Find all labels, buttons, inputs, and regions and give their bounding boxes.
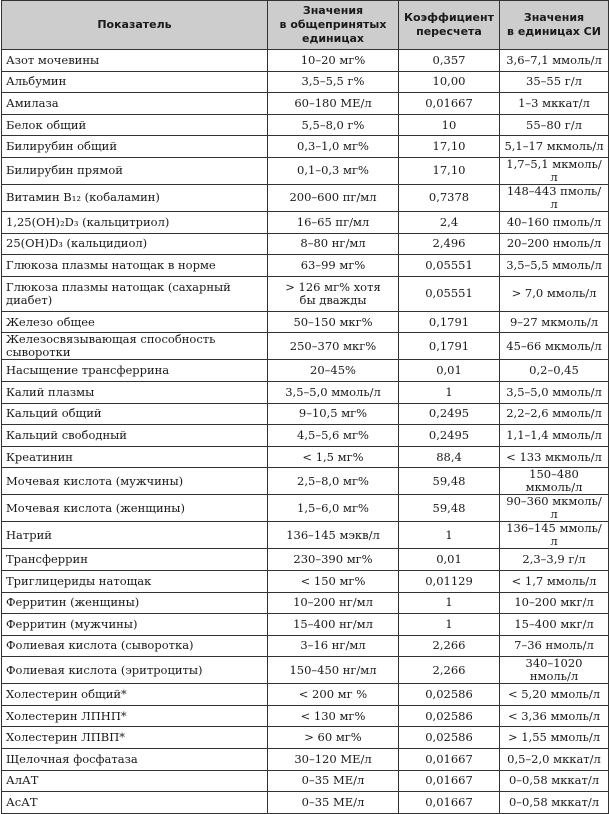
table-row xyxy=(2,549,609,571)
cell-conventional-value: 230–390 мг% xyxy=(268,549,399,571)
cell-si-value: 2,2–2,6 ммоль/л xyxy=(500,403,609,425)
cell-indicator: Триглицериды натощак xyxy=(2,570,268,592)
cell-indicator: Железосвязывающая способность сыворотки xyxy=(2,333,268,360)
cell-conversion-factor: 17,10 xyxy=(399,136,500,158)
table-row xyxy=(2,157,609,184)
cell-conventional-value: 8–80 нг/мл xyxy=(268,233,399,255)
table-row xyxy=(2,50,609,72)
cell-indicator: Холестерин ЛПНП* xyxy=(2,705,268,727)
table-row xyxy=(2,705,609,727)
cell-conversion-factor: 88,4 xyxy=(399,446,500,468)
cell-indicator: Холестерин общий* xyxy=(2,684,268,706)
cell-conventional-value: 60–180 МЕ/л xyxy=(268,93,399,115)
cell-si-value: 0,5–2,0 мккат/л xyxy=(500,749,609,771)
cell-conversion-factor: 0,01667 xyxy=(399,792,500,814)
table-row xyxy=(2,684,609,706)
cell-si-value: 148–443 пмоль/л xyxy=(500,184,609,211)
cell-indicator: Фолиевая кислота (сыворотка) xyxy=(2,635,268,657)
cell-indicator: Калий плазмы xyxy=(2,381,268,403)
cell-conversion-factor: 0,05551 xyxy=(399,276,500,311)
cell-conventional-value: 15–400 нг/мл xyxy=(268,614,399,636)
cell-indicator: Ферритин (женщины) xyxy=(2,592,268,614)
cell-indicator: Железо общее xyxy=(2,311,268,333)
cell-conversion-factor: 2,266 xyxy=(399,635,500,657)
cell-conversion-factor: 1 xyxy=(399,614,500,636)
cell-conversion-factor: 59,48 xyxy=(399,468,500,495)
cell-indicator: Билирубин прямой xyxy=(2,157,268,184)
table-row xyxy=(2,184,609,211)
cell-conversion-factor: 1 xyxy=(399,381,500,403)
cell-conversion-factor: 2,4 xyxy=(399,211,500,233)
header-indicator: Показатель xyxy=(2,1,268,50)
table-row xyxy=(2,657,609,684)
cell-si-value: > 7,0 ммоль/л xyxy=(500,276,609,311)
table-row xyxy=(2,592,609,614)
table-row xyxy=(2,381,609,403)
cell-si-value: 40–160 пмоль/л xyxy=(500,211,609,233)
cell-indicator: 1,25(OH)₂D₃ (кальцитриол) xyxy=(2,211,268,233)
cell-si-value: 340–1020 нмоль/л xyxy=(500,657,609,684)
cell-indicator: Азот мочевины xyxy=(2,50,268,72)
cell-conversion-factor: 10,00 xyxy=(399,71,500,93)
cell-conventional-value: 150–450 нг/мл xyxy=(268,657,399,684)
cell-conventional-value: 3–16 нг/мл xyxy=(268,635,399,657)
cell-conversion-factor: 0,01 xyxy=(399,360,500,382)
cell-indicator: Альбумин xyxy=(2,71,268,93)
cell-conventional-value: < 130 мг% xyxy=(268,705,399,727)
table-row xyxy=(2,114,609,136)
table-row xyxy=(2,311,609,333)
header-si-units: Значения в единицах СИ xyxy=(500,1,609,50)
header-conversion-factor: Коэффициент пересчета xyxy=(399,1,500,50)
cell-indicator: Щелочная фосфатаза xyxy=(2,749,268,771)
cell-indicator: Кальций общий xyxy=(2,403,268,425)
cell-si-value: 9–27 мкмоль/л xyxy=(500,311,609,333)
table-row xyxy=(2,255,609,277)
cell-si-value: 3,5–5,0 ммоль/л xyxy=(500,381,609,403)
cell-si-value: 2,3–3,9 г/л xyxy=(500,549,609,571)
table-row xyxy=(2,446,609,468)
cell-si-value: 35–55 г/л xyxy=(500,71,609,93)
cell-indicator: Ферритин (мужчины) xyxy=(2,614,268,636)
cell-indicator: Насыщение трансферрина xyxy=(2,360,268,382)
cell-conversion-factor: 1 xyxy=(399,522,500,549)
header-conventional-units: Значения в общепринятых единицах xyxy=(268,1,399,50)
table-row xyxy=(2,211,609,233)
cell-conventional-value: > 60 мг% xyxy=(268,727,399,749)
cell-conversion-factor: 1 xyxy=(399,592,500,614)
cell-si-value: 1,7–5,1 мкмоль/л xyxy=(500,157,609,184)
cell-conventional-value: 10–200 нг/мл xyxy=(268,592,399,614)
table-row xyxy=(2,333,609,360)
cell-conversion-factor: 59,48 xyxy=(399,495,500,522)
cell-si-value: > 1,55 ммоль/л xyxy=(500,727,609,749)
table-row xyxy=(2,792,609,814)
cell-conversion-factor: 0,02586 xyxy=(399,684,500,706)
cell-si-value: 55–80 г/л xyxy=(500,114,609,136)
cell-indicator: Билирубин общий xyxy=(2,136,268,158)
table-row xyxy=(2,522,609,549)
table-row xyxy=(2,136,609,158)
table-row xyxy=(2,727,609,749)
cell-conversion-factor: 0,01667 xyxy=(399,749,500,771)
cell-indicator: Витамин B₁₂ (кобаламин) xyxy=(2,184,268,211)
cell-si-value: 3,6–7,1 ммоль/л xyxy=(500,50,609,72)
cell-si-value: 3,5–5,5 ммоль/л xyxy=(500,255,609,277)
cell-conventional-value: 16–65 пг/мл xyxy=(268,211,399,233)
cell-si-value: 136–145 ммоль/л xyxy=(500,522,609,549)
cell-conventional-value: < 150 мг% xyxy=(268,570,399,592)
cell-si-value: < 5,20 ммоль/л xyxy=(500,684,609,706)
cell-conversion-factor: 0,02586 xyxy=(399,705,500,727)
cell-indicator: Натрий xyxy=(2,522,268,549)
table-body xyxy=(2,50,609,814)
cell-si-value: 90–360 мкмоль/л xyxy=(500,495,609,522)
cell-si-value: 1,1–1,4 ммоль/л xyxy=(500,425,609,447)
cell-conventional-value: 30–120 МЕ/л xyxy=(268,749,399,771)
cell-indicator: Мочевая кислота (женщины) xyxy=(2,495,268,522)
cell-conventional-value: 0–35 МЕ/л xyxy=(268,770,399,792)
cell-conventional-value: 1,5–6,0 мг% xyxy=(268,495,399,522)
table-row xyxy=(2,635,609,657)
table-row xyxy=(2,614,609,636)
table-row xyxy=(2,425,609,447)
cell-indicator: Кальций свободный xyxy=(2,425,268,447)
cell-si-value: 150–480 мкмоль/л xyxy=(500,468,609,495)
cell-si-value: 0,2–0,45 xyxy=(500,360,609,382)
cell-conventional-value: 9–10,5 мг% xyxy=(268,403,399,425)
table-row xyxy=(2,360,609,382)
cell-conversion-factor: 0,05551 xyxy=(399,255,500,277)
cell-conversion-factor: 0,2495 xyxy=(399,403,500,425)
cell-indicator: 25(OH)D₃ (кальцидиол) xyxy=(2,233,268,255)
cell-conventional-value: > 126 мг% хотя бы дважды xyxy=(268,276,399,311)
cell-si-value: 10–200 мкг/л xyxy=(500,592,609,614)
cell-si-value: 7–36 нмоль/л xyxy=(500,635,609,657)
cell-indicator: Трансферрин xyxy=(2,549,268,571)
cell-indicator: Креатинин xyxy=(2,446,268,468)
cell-conventional-value: 50–150 мкг% xyxy=(268,311,399,333)
cell-conversion-factor: 10 xyxy=(399,114,500,136)
cell-conversion-factor: 0,357 xyxy=(399,50,500,72)
cell-conversion-factor: 0,1791 xyxy=(399,333,500,360)
cell-conventional-value: 0,1–0,3 мг% xyxy=(268,157,399,184)
cell-conventional-value: 3,5–5,0 ммоль/л xyxy=(268,381,399,403)
cell-si-value: 0–0,58 мккат/л xyxy=(500,792,609,814)
cell-conversion-factor: 0,01 xyxy=(399,549,500,571)
cell-conventional-value: 250–370 мкг% xyxy=(268,333,399,360)
cell-si-value: < 3,36 ммоль/л xyxy=(500,705,609,727)
cell-conventional-value: 20–45% xyxy=(268,360,399,382)
table-row xyxy=(2,770,609,792)
cell-si-value: 1–3 мккат/л xyxy=(500,93,609,115)
cell-indicator: Белок общий xyxy=(2,114,268,136)
cell-si-value: 45–66 мкмоль/л xyxy=(500,333,609,360)
table-row xyxy=(2,749,609,771)
cell-si-value: < 133 мкмоль/л xyxy=(500,446,609,468)
cell-indicator: Глюкоза плазмы натощак (сахарный диабет) xyxy=(2,276,268,311)
cell-conventional-value: 63–99 мг% xyxy=(268,255,399,277)
cell-conversion-factor: 0,2495 xyxy=(399,425,500,447)
table-row xyxy=(2,276,609,311)
cell-conventional-value: 3,5–5,5 г% xyxy=(268,71,399,93)
cell-indicator: Фолиевая кислота (эритроциты) xyxy=(2,657,268,684)
cell-conventional-value: 0–35 МЕ/л xyxy=(268,792,399,814)
cell-conversion-factor: 2,496 xyxy=(399,233,500,255)
cell-conventional-value: 4,5–5,6 мг% xyxy=(268,425,399,447)
cell-conventional-value: 10–20 мг% xyxy=(268,50,399,72)
table-row xyxy=(2,570,609,592)
cell-conversion-factor: 0,1791 xyxy=(399,311,500,333)
cell-conventional-value: < 1,5 мг% xyxy=(268,446,399,468)
cell-indicator: Глюкоза плазмы натощак в норме xyxy=(2,255,268,277)
cell-si-value: 0–0,58 мккат/л xyxy=(500,770,609,792)
table-row xyxy=(2,495,609,522)
cell-conventional-value: 200–600 пг/мл xyxy=(268,184,399,211)
table-row xyxy=(2,233,609,255)
reference-values-table xyxy=(1,0,609,814)
cell-conversion-factor: 2,266 xyxy=(399,657,500,684)
cell-conventional-value: 136–145 мэкв/л xyxy=(268,522,399,549)
cell-conventional-value: 0,3–1,0 мг% xyxy=(268,136,399,158)
table-row xyxy=(2,71,609,93)
cell-conversion-factor: 0,01129 xyxy=(399,570,500,592)
table-header-row xyxy=(2,1,609,50)
cell-conventional-value: < 200 мг % xyxy=(268,684,399,706)
cell-indicator: Мочевая кислота (мужчины) xyxy=(2,468,268,495)
cell-conversion-factor: 0,02586 xyxy=(399,727,500,749)
cell-conversion-factor: 0,7378 xyxy=(399,184,500,211)
cell-si-value: 15–400 мкг/л xyxy=(500,614,609,636)
cell-indicator: Амилаза xyxy=(2,93,268,115)
table-row xyxy=(2,403,609,425)
cell-conversion-factor: 17,10 xyxy=(399,157,500,184)
cell-conversion-factor: 0,01667 xyxy=(399,93,500,115)
cell-si-value: 20–200 нмоль/л xyxy=(500,233,609,255)
cell-conventional-value: 5,5–8,0 г% xyxy=(268,114,399,136)
cell-conventional-value: 2,5–8,0 мг% xyxy=(268,468,399,495)
cell-conversion-factor: 0,01667 xyxy=(399,770,500,792)
cell-si-value: 5,1–17 мкмоль/л xyxy=(500,136,609,158)
cell-si-value: < 1,7 ммоль/л xyxy=(500,570,609,592)
table-row xyxy=(2,468,609,495)
cell-indicator: АлАТ xyxy=(2,770,268,792)
table-row xyxy=(2,93,609,115)
cell-indicator: АсАТ xyxy=(2,792,268,814)
cell-indicator: Холестерин ЛПВП* xyxy=(2,727,268,749)
